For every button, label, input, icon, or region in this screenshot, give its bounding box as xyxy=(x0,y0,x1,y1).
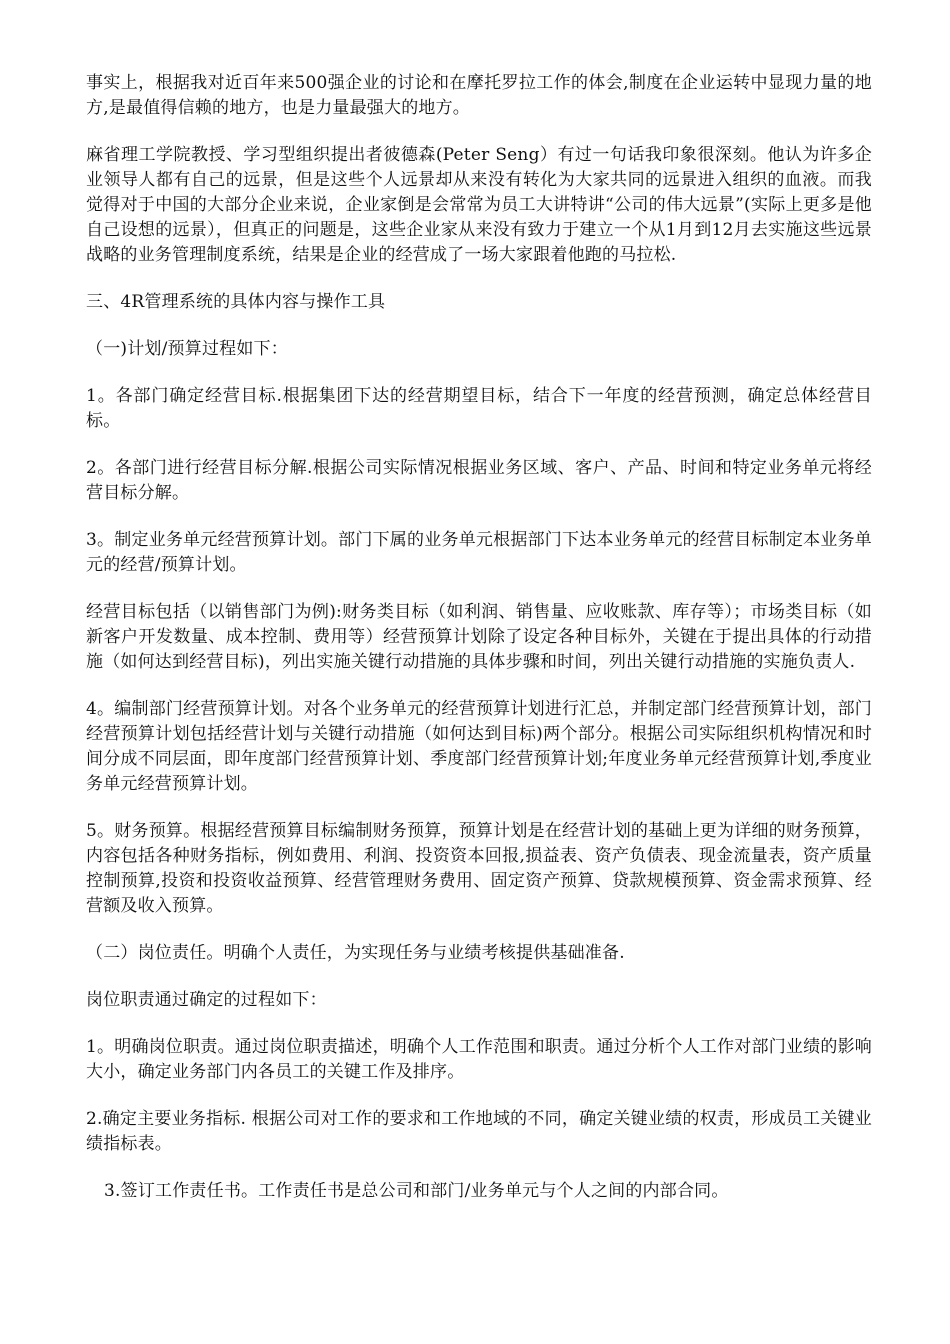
section-heading-4r-system: 三、4R管理系统的具体内容与操作工具 xyxy=(86,292,386,312)
list-item-3-responsibility-letter: 3.签订工作责任书。工作责任书是总公司和部门/业务单元与个人之间的内部合同。 xyxy=(104,1181,729,1201)
subsection-heading-plan-budget: （一)计划/预算过程如下： xyxy=(86,339,288,359)
subsection-heading-job-responsibility: （二）岗位责任。明确个人责任，为实现任务与业绩考核提供基础准备. xyxy=(86,943,625,963)
paragraph-peter-seng-quote: 麻省理工学院教授、学习型组织提出者彼德森(Peter Seng）有过一句话我印象很深刻。他认为许多企业领导人都有自己的远景，但是这些个人远景却从来没有转化为大家共同的远景进入组织的血液。而我觉得对于中国的大部分企业来说，企业家倒是会常常为员工大讲特讲“公司的伟大远景”(实际上更多是他自己设想的远景），但真正的问题是，这些企业家从来没有致力于建立一个从1月到12月去实施这些远景战略的业务管理制度系统，结果是企业的经营成了一场大家跟着他跑的马拉松. xyxy=(86,145,872,265)
list-item-1-clarify-duties: 1。明确岗位职责。通过岗位职责描述，明确个人工作范围和职责。通过分析个人工作对部门业绩的影响大小，确定业务部门内各员工的关键工作及排序。 xyxy=(86,1037,872,1082)
list-item-2-decompose-goals: 2。各部门进行经营目标分解.根据公司实际情况根据业务区域、客户、产品、时间和特定业务单元将经营目标分解。 xyxy=(86,458,872,503)
list-item-2-key-indicators: 2.确定主要业务指标. 根据公司对工作的要求和工作地域的不同，确定关键业绩的权责，形成员工关键业绩指标表。 xyxy=(86,1109,872,1154)
list-item-3-unit-budget: 3。制定业务单元经营预算计划。部门下属的业务单元根据部门下达本业务单元的经营目标制定本业务单元的经营/预算计划。 xyxy=(86,530,872,575)
list-item-5-financial-budget: 5。财务预算。根据经营预算目标编制财务预算，预算计划是在经营计划的基础上更为详细的财务预算，内容包括各种财务指标，例如费用、利润、投资资本回报,损益表、资产负债表、现金流量表，资产质量控制预算,投资和投资收益预算、经营管理财务费用、固定资产预算、贷款规模预算、资金需求预算、经营额及收入预算。 xyxy=(86,821,872,916)
list-item-4-department-budget: 4。编制部门经营预算计划。对各个业务单元的经营预算计划进行汇总，并制定部门经营预算计划，部门经营预算计划包括经营计划与关键行动措施（如何达到目标)两个部分。根据公司实际组织机构情况和时间分成不同层面，即年度部门经营预算计划、季度部门经营预算计划;年度业务单元经营预算计划,季度业务单元经营预算计划。 xyxy=(86,699,872,794)
paragraph-responsibility-process: 岗位职责通过确定的过程如下： xyxy=(86,990,327,1010)
paragraph-corporate-system: 事实上，根据我对近百年来500强企业的讨论和在摩托罗拉工作的体会,制度在企业运转中显现力量的地方,是最值得信赖的地方，也是力量最强大的地方。 xyxy=(86,73,872,118)
paragraph-goal-types: 经营目标包括（以销售部门为例):财务类目标（如利润、销售量、应收账款、库存等）；市场类目标（如新客户开发数量、成本控制、费用等）经营预算计划除了设定各种目标外，关键在于提出具体的行动措施（如何达到经营目标)，列出实施关键行动措施的具体步骤和时间，列出关键行动措施的实施负责人. xyxy=(86,602,872,672)
list-item-1-set-goals: 1。各部门确定经营目标.根据集团下达的经营期望目标，结合下一年度的经营预测，确定总体经营目标。 xyxy=(86,386,872,431)
